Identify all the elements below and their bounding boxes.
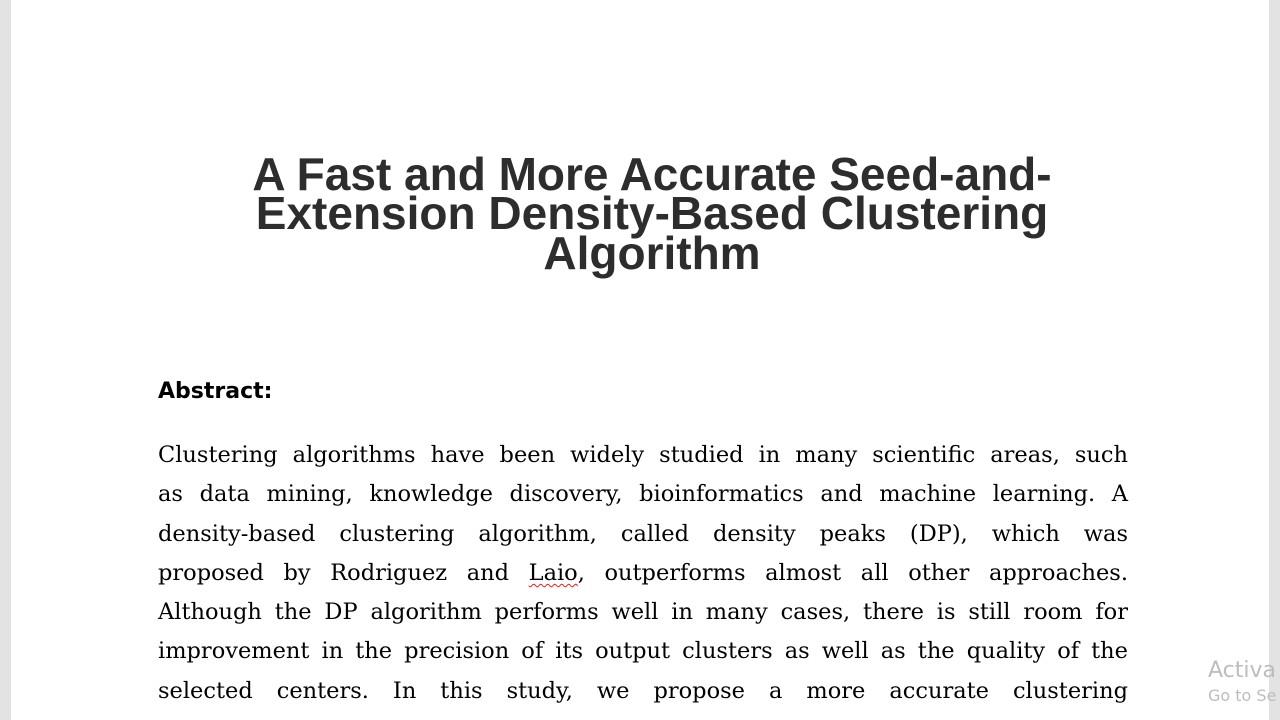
- title-line: A Fast and More Accurate Seed-and-: [252, 148, 1052, 200]
- abstract-line: [158, 554, 1128, 593]
- abstract-body: [158, 436, 1128, 711]
- abstract-line: [158, 593, 1128, 632]
- title-line: Algorithm: [543, 226, 761, 279]
- abstract-text: Clustering algorithms have been widely studied in many scientific areas, such: [158, 442, 1128, 468]
- abstract-heading: Abstract:: [158, 379, 273, 404]
- abstract-line: [158, 515, 1128, 554]
- abstract-text: proposed by Rodriguez and: [158, 559, 529, 586]
- document-title: [11, 146, 1269, 279]
- abstract-line: [158, 475, 1128, 514]
- misspelled-word[interactable]: Laio: [528, 559, 578, 586]
- abstract-line: [158, 632, 1128, 671]
- abstract-line: [158, 436, 1128, 475]
- abstract-text: Although the DP algorithm performs well in many cases, there is still room for: [158, 599, 1128, 626]
- watermark-line-2: Go to Se: [1208, 686, 1277, 705]
- abstract-text: as data mining, knowledge discovery, bioinformatics and machine learning. A: [158, 481, 1128, 508]
- windows-activation-watermark: [1208, 657, 1276, 707]
- abstract-text: improvement in the precision of its output clusters as well as the quality of the: [158, 638, 1128, 665]
- abstract-text: selected centers. In this study, we propose a more accurate clustering: [158, 677, 1128, 704]
- document-page: [11, 0, 1269, 720]
- abstract-text: , outperforms almost all other approaches.: [577, 559, 1128, 586]
- abstract-text: density-based clustering algorithm, called density peaks (DP), which was: [158, 520, 1128, 547]
- abstract-line: [158, 672, 1128, 711]
- watermark-line-1: Activa: [1208, 658, 1276, 683]
- title-line: Extension Density-Based Clustering: [255, 187, 1049, 240]
